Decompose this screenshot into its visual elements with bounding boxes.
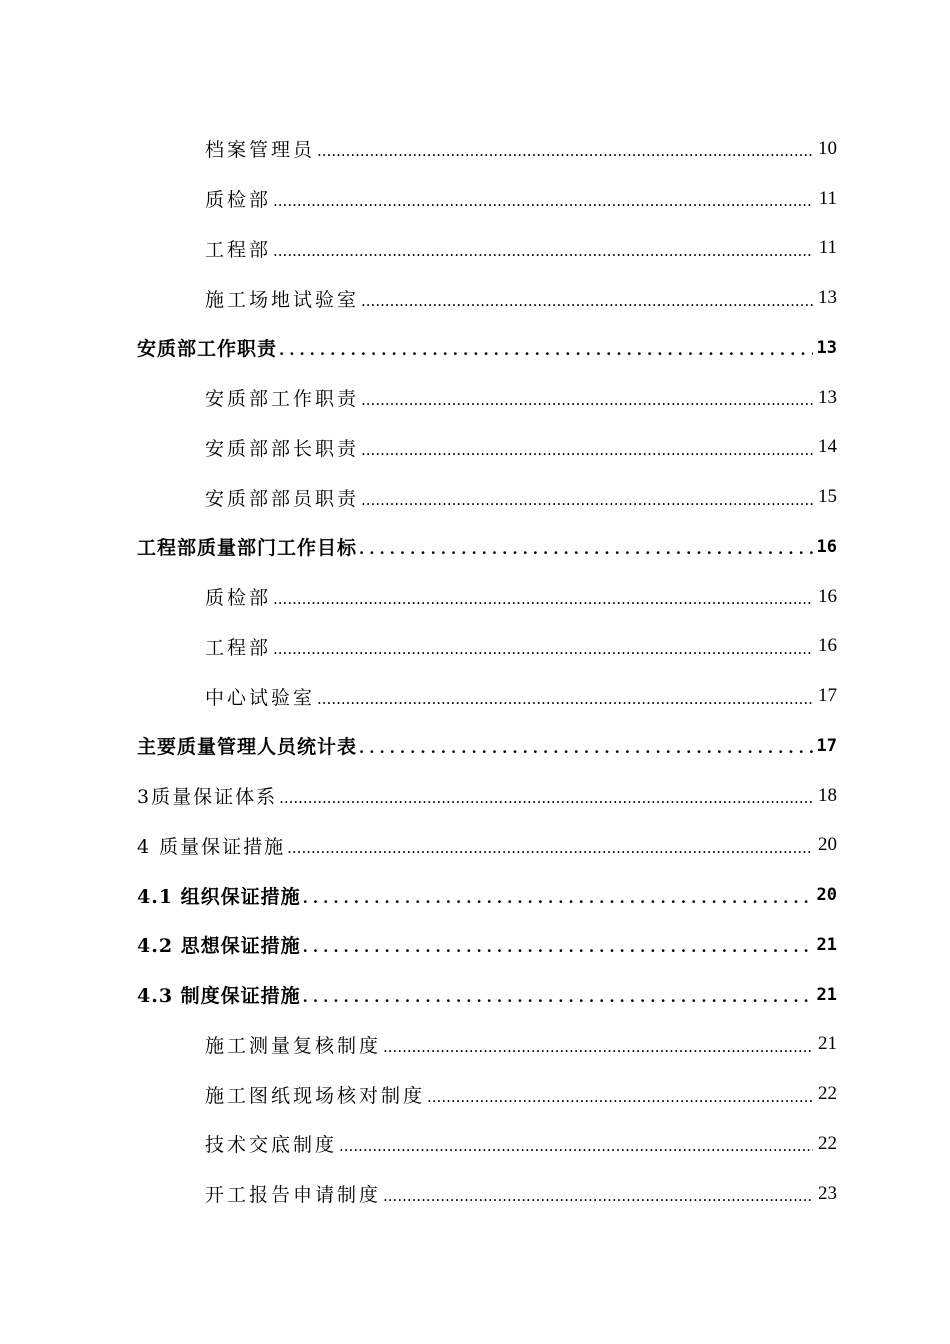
- toc-entry[interactable]: [0, 1169, 950, 1219]
- toc-entry-title: 4 质量保证措施: [137, 835, 286, 858]
- toc-page-number: 23: [818, 1182, 837, 1204]
- toc-leader-dots: [317, 692, 813, 707]
- toc-entry-heading[interactable]: [0, 870, 950, 920]
- toc-leader-dots: [273, 592, 813, 607]
- toc-page-number: 13: [816, 337, 837, 358]
- toc-page-number: 13: [818, 386, 837, 408]
- toc-entry[interactable]: [0, 224, 950, 274]
- toc-leader-dots: [273, 194, 813, 209]
- toc-entry-title: 安质部工作职责: [137, 338, 278, 361]
- toc-leader-dots: [427, 1090, 813, 1105]
- toc-page-number: 10: [818, 137, 837, 159]
- toc-entry-title: 工程部: [205, 636, 272, 659]
- toc-entry[interactable]: [0, 423, 950, 473]
- toc-entry-title: 开工报告申请制度: [205, 1184, 382, 1207]
- toc-page-number: 17: [818, 685, 837, 707]
- toc-entry-title: 档案管理员: [205, 139, 316, 162]
- toc-page-number: 21: [818, 1033, 837, 1055]
- toc-entry-title: 中心试验室: [205, 686, 316, 709]
- toc-entry-title: 质检部: [205, 189, 272, 212]
- toc-entry-title: 施工图纸现场核对制度: [205, 1084, 426, 1107]
- toc-entry-heading[interactable]: [0, 721, 950, 771]
- toc-entry-title: 3质量保证体系: [137, 786, 278, 809]
- toc-leader-dots: [361, 493, 813, 508]
- toc-leader-dots: [361, 443, 813, 458]
- toc-entry-title: 4.3 制度保证措施: [137, 985, 301, 1008]
- toc-page-number: 20: [816, 885, 837, 906]
- toc-page-number: 22: [818, 1083, 837, 1105]
- toc-entry-title: 施工测量复核制度: [205, 1034, 382, 1057]
- toc-entry[interactable]: [0, 472, 950, 522]
- toc-entry-title: 主要质量管理人员统计表: [137, 736, 358, 759]
- toc-entry-heading[interactable]: [0, 920, 950, 970]
- toc-entry-heading[interactable]: [0, 522, 950, 572]
- toc-page-number: 21: [816, 934, 837, 955]
- toc-entry-chapter[interactable]: [0, 771, 950, 821]
- toc-entry-title: 施工场地试验室: [205, 288, 360, 311]
- toc-page-number: 17: [816, 735, 837, 756]
- toc-leader-dots: [287, 841, 813, 856]
- table-of-contents: [0, 124, 950, 1219]
- toc-entry[interactable]: [0, 1069, 950, 1119]
- toc-entry[interactable]: [0, 273, 950, 323]
- toc-page-number: 14: [818, 436, 837, 458]
- toc-page-number: 22: [818, 1132, 837, 1154]
- toc-page-number: 20: [818, 834, 837, 856]
- toc-entry[interactable]: [0, 1020, 950, 1070]
- toc-entry[interactable]: [0, 671, 950, 721]
- toc-leader-dots: [359, 741, 813, 756]
- toc-page-number: 16: [816, 536, 837, 557]
- toc-page-number: 15: [818, 486, 837, 508]
- toc-entry-title: 安质部工作职责: [205, 388, 360, 411]
- toc-page-number: 11: [818, 237, 837, 259]
- toc-entry[interactable]: [0, 572, 950, 622]
- toc-leader-dots: [303, 940, 813, 955]
- toc-entry[interactable]: [0, 1119, 950, 1169]
- toc-leader-dots: [303, 891, 813, 906]
- toc-entry-title: 4.2 思想保证措施: [137, 935, 301, 958]
- toc-entry-heading[interactable]: [0, 323, 950, 373]
- toc-leader-dots: [361, 393, 813, 408]
- toc-leader-dots: [273, 244, 813, 259]
- toc-leader-dots: [383, 1040, 813, 1055]
- toc-entry-title: 工程部质量部门工作目标: [137, 537, 358, 560]
- toc-entry-title: 安质部部长职责: [205, 437, 360, 460]
- toc-page-number: 16: [818, 585, 837, 607]
- toc-entry[interactable]: [0, 622, 950, 672]
- toc-entry-title: 技术交底制度: [205, 1134, 338, 1157]
- toc-entry-title: 安质部部员职责: [205, 487, 360, 510]
- toc-entry-title: 质检部: [205, 587, 272, 610]
- toc-leader-dots: [339, 1139, 813, 1154]
- toc-page-number: 21: [816, 984, 837, 1005]
- toc-leader-dots: [279, 791, 813, 806]
- toc-entry[interactable]: [0, 124, 950, 174]
- toc-leader-dots: [359, 542, 813, 557]
- toc-entry[interactable]: [0, 174, 950, 224]
- toc-entry-title: 4.1 组织保证措施: [137, 885, 301, 908]
- toc-leader-dots: [279, 343, 813, 358]
- toc-leader-dots: [303, 990, 813, 1005]
- toc-leader-dots: [361, 294, 813, 309]
- toc-leader-dots: [383, 1189, 813, 1204]
- toc-page-number: 11: [818, 187, 837, 209]
- toc-entry[interactable]: [0, 373, 950, 423]
- toc-entry-heading[interactable]: [0, 970, 950, 1020]
- toc-entry-title: 工程部: [205, 238, 272, 261]
- toc-page-number: 16: [818, 635, 837, 657]
- toc-leader-dots: [317, 144, 813, 159]
- toc-entry-chapter[interactable]: [0, 821, 950, 871]
- toc-page-number: 18: [818, 784, 837, 806]
- toc-page-number: 13: [818, 287, 837, 309]
- toc-leader-dots: [273, 642, 813, 657]
